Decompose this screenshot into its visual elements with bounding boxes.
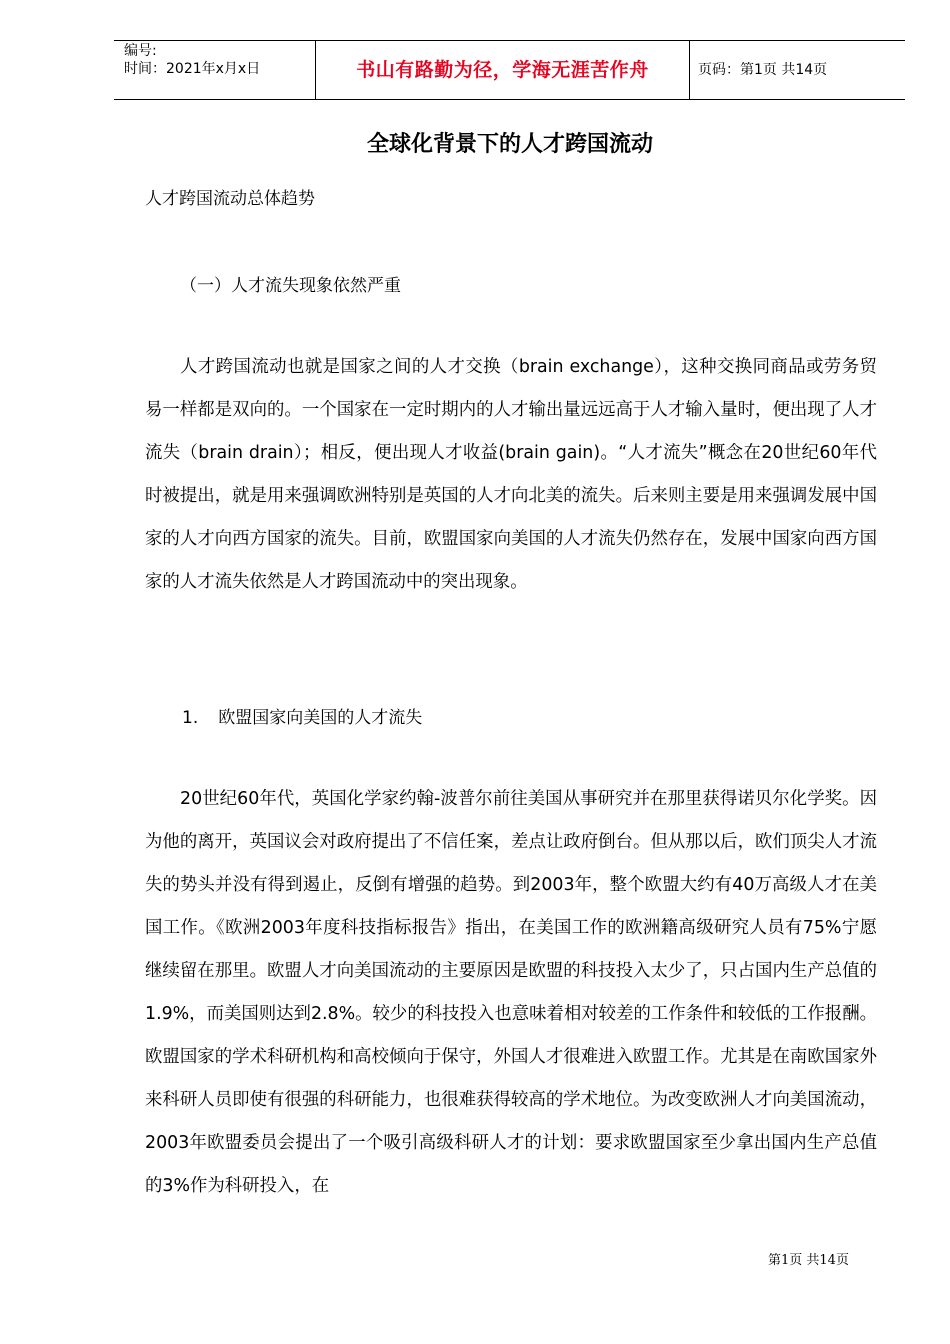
body-paragraph-2: 20世纪60年代，英国化学家约翰-波普尔前往美国从事研究并在那里获得诺贝尔化学奖。因为他的离开，英国议会对政府提出了不信任案，差点让政府倒台。但从那以后，欧们顶尖人才流失的势头并没有得到遏止，反倒有增强的趋势。到2003年，整个欧盟大约有40万高级人才在美国工作。《欧洲2003年度科技指标报告》指出，在美国工作的欧洲籍高级研究人员有75%宁愿继续留在那里。欧盟人才向美国流动的主要原因是欧盟的科技投入太少了，只占国内生产总值的1.9%，而美国则达到2.8%。较少的科技投入也意味着相对较差的工作条件和较低的工作报酬。欧盟国家的学术科研机构和高校倾向于保守，外国人才很难进入欧盟工作。尤其是在南欧国家外来科研人员即使有很强的科研能力，也很难获得较高的学术地位。为改变欧洲人才向美国流动，2003年欧盟委员会提出了一个吸引高级科研人才的计划：要求欧盟国家至少拿出国内生产总值的3%作为科研投入，在 [145, 789, 877, 1196]
subsection-title: 欧盟国家向美国的人才流失 [218, 708, 423, 728]
document-subtitle: 人才跨国流动总体趋势 [145, 189, 315, 209]
document-header [114, 40, 905, 100]
section-heading: （一）人才流失现象依然严重 [180, 276, 401, 296]
body-paragraph-1: 人才跨国流动也就是国家之间的人才交换（brain exchange），这种交换同商品或劳务贸易一样都是双向的。一个国家在一定时期内的人才输出量远远高于人才输入量时，便出现了人才流失（brain drain）；相反，便出现人才收益(brain gain)。“人才流失”概念在20世纪60年代时被提出，就是用来强调欧洲特别是英国的人才向北美的流失。后来则主要是用来强调发展中国家的人才向西方国家的流失。目前，欧盟国家向美国的人才流失仍然存在，发展中国家向西方国家的人才流失依然是人才跨国流动中的突出现象。 [145, 357, 877, 592]
header-page-label: 页码：第1页 共14页 [698, 62, 828, 78]
header-number-label: 编号: [124, 43, 157, 59]
page-footer: 第1页 共14页 [768, 1253, 849, 1268]
document-title: 全球化背景下的人才跨国流动 [366, 132, 653, 157]
header-time-label: 时间：2021年x月x日 [124, 61, 261, 77]
header-motto: 书山有路勤为径，学海无涯苦作舟 [316, 41, 690, 99]
subsection-heading [182, 703, 422, 728]
header-info-cell [114, 41, 316, 99]
subsection-number: 1. [182, 708, 199, 728]
